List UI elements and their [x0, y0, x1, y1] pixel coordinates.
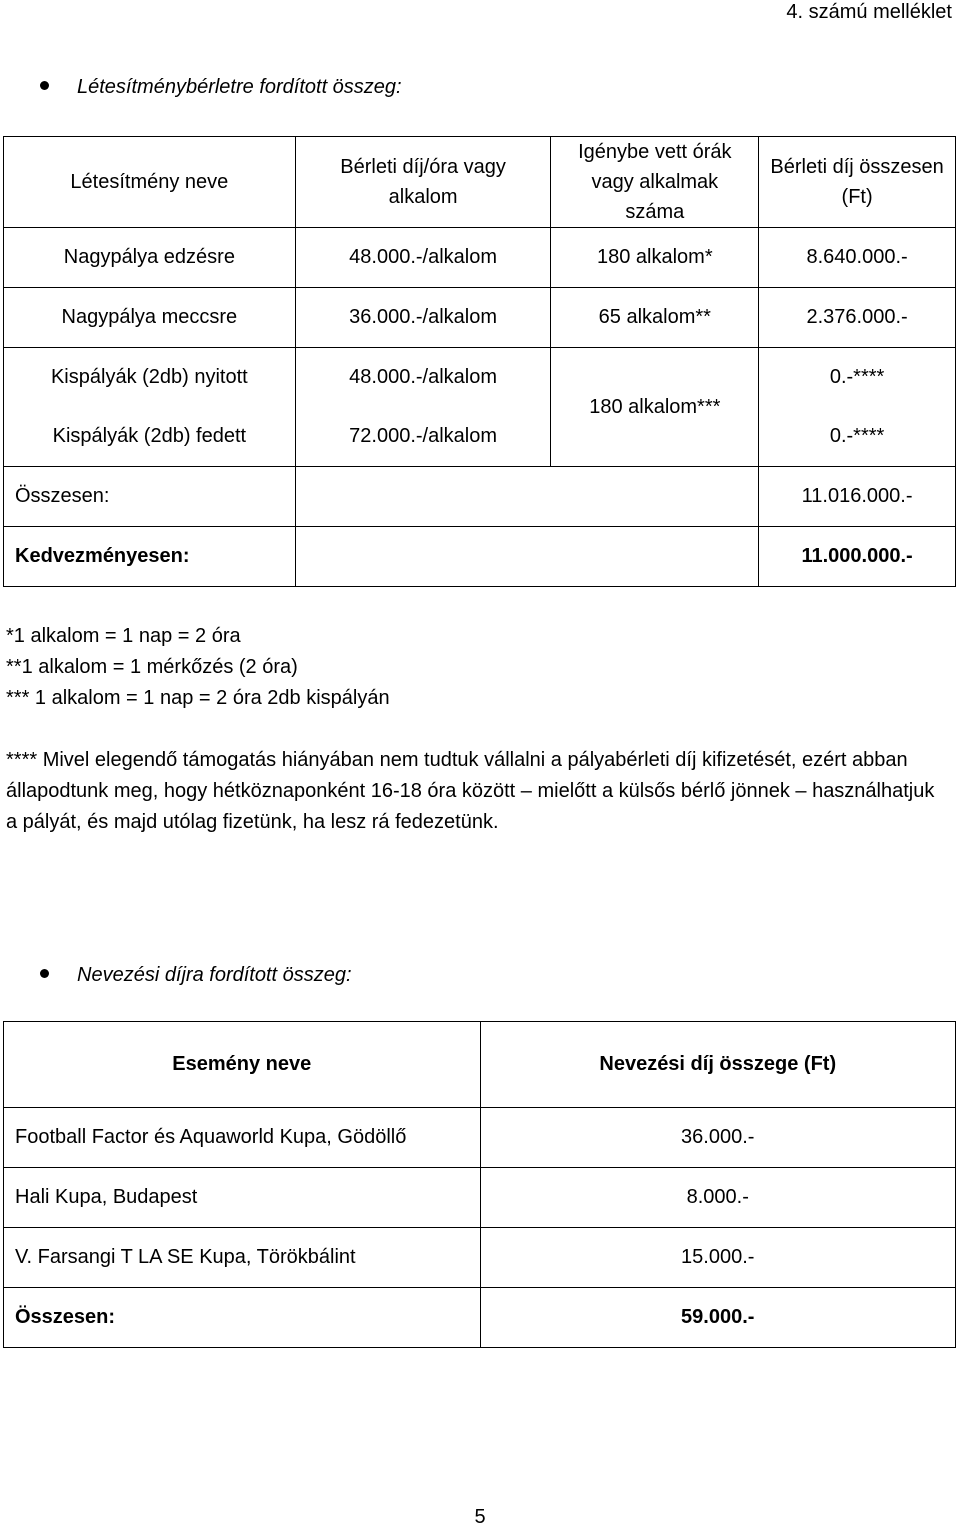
facility-rent-table: [3, 136, 956, 587]
fee-cell: 8.000.-: [480, 1168, 956, 1228]
table-row-total: [4, 467, 956, 527]
total-value: 59.000.-: [480, 1288, 956, 1348]
column-header: Esemény neve: [4, 1022, 481, 1108]
table-row-total: [4, 1288, 956, 1348]
total-value: 11.016.000.-: [759, 467, 956, 527]
table-header-row: [4, 1022, 956, 1108]
entry-fee-table: [3, 1021, 956, 1348]
footnotes: [6, 621, 951, 838]
facility-name-cell: Kispályák (2db) nyitott: [4, 348, 296, 408]
usage-cell: 180 alkalom*: [551, 228, 759, 288]
rate-cell: 36.000.-/alkalom: [295, 288, 551, 348]
discount-label: Kedvezményesen:: [4, 527, 296, 587]
event-name-cell: Football Factor és Aquaworld Kupa, Gödöllő: [4, 1108, 481, 1168]
footnote-1: *1 alkalom = 1 nap = 2 óra: [6, 625, 241, 647]
bullet-icon: [40, 81, 49, 90]
column-header: Létesítmény neve: [4, 137, 296, 228]
empty-cell: [295, 527, 758, 587]
bullet-icon: [40, 969, 49, 978]
empty-cell: [295, 467, 758, 527]
column-header: Nevezési díj összege (Ft): [480, 1022, 956, 1108]
total-cell: 2.376.000.-: [759, 288, 956, 348]
rate-cell: 48.000.-/alkalom: [295, 348, 551, 408]
table-row: [4, 348, 956, 408]
footnote-2: **1 alkalom = 1 mérkőzés (2 óra): [6, 656, 298, 678]
event-name-cell: V. Farsangi T LA SE Kupa, Törökbálint: [4, 1228, 481, 1288]
table-header-row: [4, 137, 956, 228]
usage-cell-merged: 180 alkalom***: [551, 348, 759, 467]
facility-name-cell: Kispályák (2db) fedett: [4, 407, 296, 467]
table-row: [4, 1228, 956, 1288]
footnote-4: **** Mivel elegendő támogatás hiányában nem tudtuk vállalni a pályabérleti díj kifizetését, ezért abban állapodtunk meg, hogy hétköznaponként 16-18 óra között – mielőtt a külsős bérlő jönnek – használhatjuk a pályát, és majd utólag fizetünk, ha lesz rá fedezetünk.: [6, 749, 935, 833]
total-label: Összesen:: [4, 467, 296, 527]
usage-cell: 65 alkalom**: [551, 288, 759, 348]
fee-cell: 15.000.-: [480, 1228, 956, 1288]
event-name-cell: Hali Kupa, Budapest: [4, 1168, 481, 1228]
page-number: 5: [474, 1506, 486, 1528]
table-row: [4, 1168, 956, 1228]
footnote-3: *** 1 alkalom = 1 nap = 2 óra 2db kispályán: [6, 687, 390, 709]
total-cell: 8.640.000.-: [759, 228, 956, 288]
fee-cell: 36.000.-: [480, 1108, 956, 1168]
total-label: Összesen:: [4, 1288, 481, 1348]
section-heading-entry-fee: [40, 964, 352, 987]
section-heading-text: Létesítménybérletre fordított összeg:: [77, 76, 402, 98]
total-cell: 0.-****: [759, 407, 956, 467]
column-header: Bérleti díj összesen (Ft): [759, 137, 956, 228]
section-heading-text: Nevezési díjra fordított összeg:: [77, 964, 352, 986]
table-row: [4, 288, 956, 348]
table-row-discounted: [4, 527, 956, 587]
facility-name-cell: Nagypálya edzésre: [4, 228, 296, 288]
annex-label: 4. számú melléklet: [786, 1, 952, 23]
rate-cell: 48.000.-/alkalom: [295, 228, 551, 288]
column-header: Igénybe vett órák vagy alkalmak száma: [551, 137, 759, 228]
column-header: Bérleti díj/óra vagy alkalom: [295, 137, 551, 228]
section-heading-facility-rent: [40, 76, 402, 99]
total-cell: 0.-****: [759, 348, 956, 408]
table-row: [4, 407, 956, 467]
table-row: [4, 228, 956, 288]
discount-value: 11.000.000.-: [759, 527, 956, 587]
table-row: [4, 1108, 956, 1168]
rate-cell: 72.000.-/alkalom: [295, 407, 551, 467]
facility-name-cell: Nagypálya meccsre: [4, 288, 296, 348]
